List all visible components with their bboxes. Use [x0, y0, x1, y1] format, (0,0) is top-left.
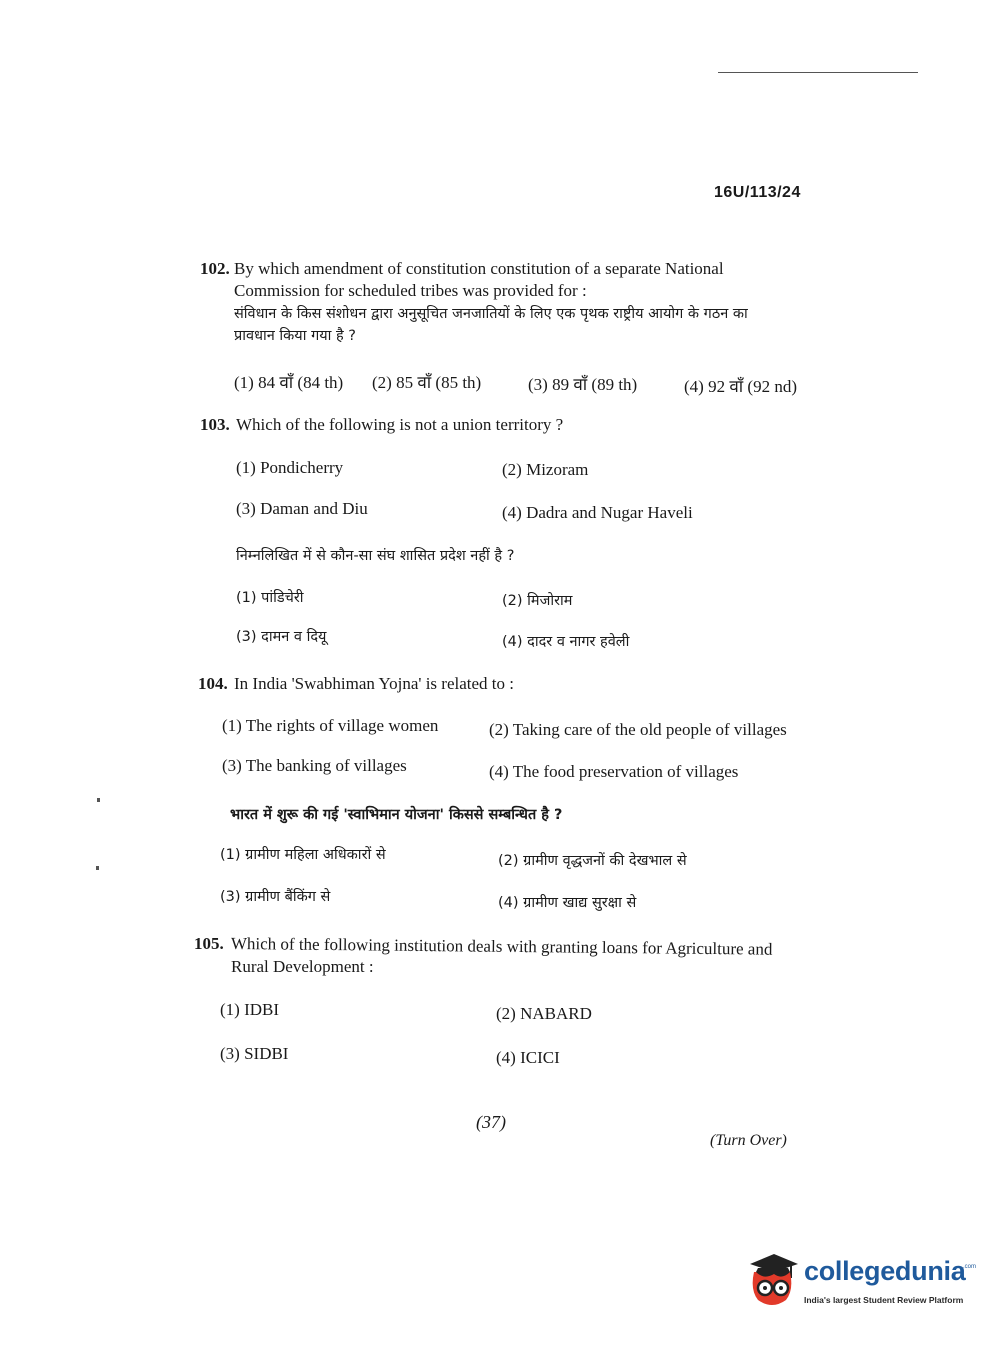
header-rule	[718, 72, 918, 73]
q104-text-en: In India 'Swabhiman Yojna' is related to :	[234, 674, 514, 693]
watermark-tagline: India's largest Student Review Platform	[804, 1295, 964, 1305]
q102-option-3: (3) 89 वाँ (89 th)	[528, 375, 638, 394]
q102-option-2: (2) 85 वाँ (85 th)	[372, 373, 482, 392]
q104-option-3: (3) The banking of villages	[222, 756, 407, 775]
q103-option-hi-2: (2) मिजोराम	[502, 593, 573, 609]
q105-option-4: (4) ICICI	[496, 1048, 560, 1067]
q103-option-hi-3: (3) दामन व दियू	[236, 629, 327, 645]
q103-option-hi-4: (4) दादर व नागर हवेली	[502, 634, 630, 650]
q102-text-hi-2: प्रावधान किया गया है ?	[234, 328, 357, 344]
q103-option-4: (4) Dadra and Nugar Haveli	[502, 503, 693, 522]
q102-text-en-1: By which amendment of constitution constitution of a separate National	[234, 259, 724, 278]
q102-option-1: (1) 84 वाँ (84 th)	[234, 373, 344, 392]
q102-text-en-2: Commission for scheduled tribes was provided for :	[234, 281, 587, 300]
student-mascot-icon	[744, 1250, 800, 1308]
q104-option-4: (4) The food preservation of villages	[489, 762, 739, 781]
q103-option-1: (1) Pondicherry	[236, 458, 344, 477]
q105-option-2: (2) NABARD	[496, 1004, 592, 1023]
q102-option-4: (4) 92 वाँ (92 nd)	[684, 377, 797, 396]
turn-over-note: (Turn Over)	[710, 1132, 787, 1149]
q103-option-2: (2) Mizoram	[502, 460, 589, 479]
q104-option-2: (2) Taking care of the old people of villages	[489, 720, 787, 739]
page-number: (37)	[476, 1112, 506, 1132]
q104-option-hi-3: (3) ग्रामीण बैंकिंग से	[220, 889, 331, 905]
q104-option-1: (1) The rights of village women	[222, 716, 439, 735]
q103-text-en: Which of the following is not a union territory ?	[236, 415, 564, 434]
q103-number: 103.	[200, 415, 230, 434]
q104-text-hi: भारत में शुरू की गई 'स्वाभिमान योजना' किससे सम्बन्धित है ?	[230, 807, 563, 823]
q105-option-3: (3) SIDBI	[220, 1044, 289, 1063]
collegedunia-watermark	[744, 1248, 977, 1313]
watermark-brand: collegedunia	[804, 1256, 966, 1286]
q103-text-hi: निम्नलिखित में से कौन-सा संघ शासित प्रदेश नहीं है ?	[236, 548, 515, 564]
q103-option-3: (3) Daman and Diu	[236, 499, 368, 518]
watermark-domain: .com	[963, 1264, 977, 1270]
paper-code: 16U/113/24	[714, 184, 801, 201]
q103-option-hi-1: (1) पांडिचेरी	[236, 590, 304, 606]
scan-speck	[97, 798, 100, 802]
q104-number: 104.	[198, 674, 228, 693]
q104-option-hi-2: (2) ग्रामीण वृद्धजनों की देखभाल से	[498, 853, 687, 869]
q104-option-hi-4: (4) ग्रामीण खाद्य सुरक्षा से	[498, 895, 637, 911]
scan-speck	[96, 866, 99, 870]
q105-option-1: (1) IDBI	[220, 1000, 280, 1019]
q102-number: 102.	[200, 259, 230, 278]
q105-text-en-2: Rural Development :	[231, 957, 374, 976]
q104-option-hi-1: (1) ग्रामीण महिला अधिकारों से	[220, 847, 386, 863]
q105-text-en-1: Which of the following institution deals with granting loans for Agriculture and	[230, 934, 773, 959]
q105-number: 105.	[194, 934, 224, 953]
q102-text-hi-1: संविधान के किस संशोधन द्वारा अनुसूचित जनजातियों के लिए एक पृथक राष्ट्रीय आयोग के गठन का	[234, 306, 748, 322]
